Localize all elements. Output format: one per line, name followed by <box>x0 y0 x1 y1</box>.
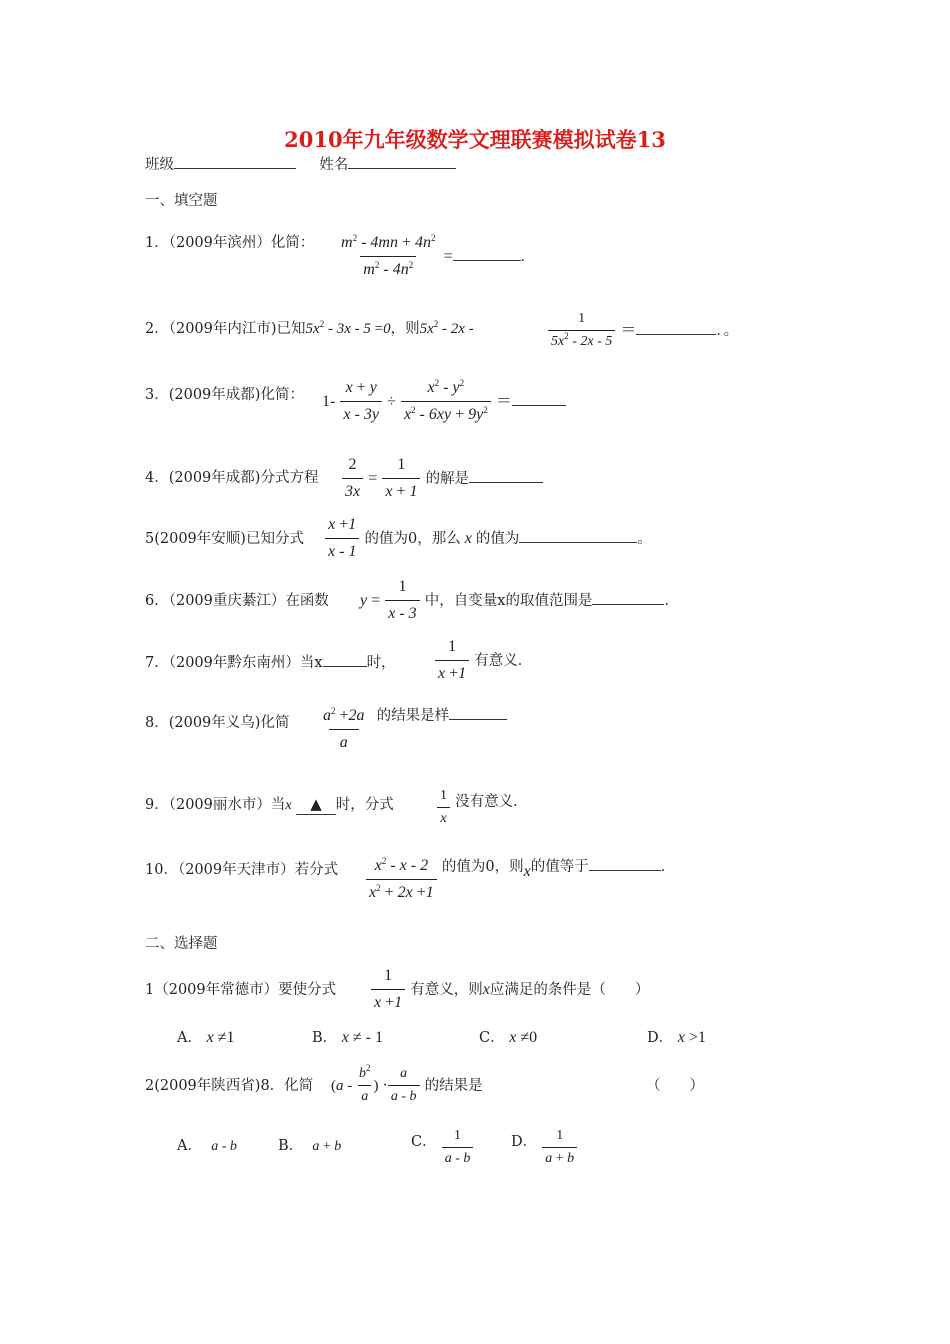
choice-q1-option-c[interactable]: C． x ≠0 <box>479 1029 538 1046</box>
fill-q9-expression: $\frac{1}{x}$ 没有意义． <box>437 788 528 827</box>
choice-q1-expression: $\frac{1}{x +1}$ 有意义，则x应满足的条件是（ ） <box>371 966 649 1013</box>
fill-q2-expression: $\frac{1}{5x^2 - 2x - 5}$ ＝ ．。 <box>548 311 738 350</box>
choice-q2-option-d[interactable]: D． $\frac{1}{a + b}$ <box>511 1128 577 1167</box>
name-blank[interactable] <box>348 154 456 169</box>
choice-q2-option-a[interactable]: A． a - b <box>177 1138 237 1154</box>
choice-question-1: 1（2009年常德市）要使分式 <box>145 982 337 998</box>
fill-q6-expression: y = $\frac{1}{x - 3}$ 中，自变量x的取值范围是 ． <box>360 578 679 622</box>
fill-q8-expression: $\frac{a^2 +2a}{a}$ 的结果是样 <box>316 706 507 753</box>
fill-question-6: 6．（2009重庆綦江）在函数 <box>145 593 329 609</box>
fill-q8-answer-blank[interactable] <box>449 705 507 720</box>
fill-q3-expression: 1- $\frac{x + y}{x - 3y}$ ÷ $\frac{x^2 - y^2}{x^2 - 6xy + 9y^2}$ ＝ <box>322 378 566 425</box>
page-title: 2010年九年级数学文理联赛模拟试卷13 <box>284 127 666 152</box>
section-fill-title: 一、填空题 <box>145 193 218 209</box>
choice-q2-option-c[interactable]: C． $\frac{1}{a - b}$ <box>411 1128 473 1167</box>
fill-q7-answer-blank[interactable] <box>323 652 367 667</box>
fill-question-10: 10．（2009年天津市）若分式 <box>145 862 339 878</box>
fill-q5-answer-blank[interactable] <box>519 528 637 543</box>
choice-q1-option-d[interactable]: D． x >1 <box>647 1029 706 1046</box>
fill-question-5: 5(2009年安顺)已知分式 <box>145 531 304 547</box>
fill-q9-answer-blank[interactable]: ▲ <box>296 795 336 815</box>
fill-question-2: 2．（2009年内江市)已知$5x^2 - 3x - 5 =0$，则$5x^2 - 2x$ - <box>145 319 474 337</box>
fill-q4-expression: $\frac{2}{3x}$ = $\frac{1}{x + 1}$ 的解是 <box>342 455 543 502</box>
fill-q2-answer-blank[interactable] <box>636 320 716 335</box>
choice-q2-expression: (a - $\frac{b^2}{a}$ ) · $\frac{a}{a - b}$ 的结果是 <box>331 1063 483 1104</box>
fill-q4-answer-blank[interactable] <box>469 468 543 483</box>
fill-q1-expression: $\frac{m^2 - 4mn + 4n^2}{m^2 - 4n^2}$ = ． <box>341 233 536 278</box>
fill-q10-expression: $\frac{x^2 - x - 2}{x^2 + 2x +1}$ 的值为0，则x的值等于 ． <box>366 856 675 903</box>
fill-q1-answer-blank[interactable] <box>453 246 521 261</box>
class-blank[interactable] <box>174 154 296 169</box>
choice-q2-option-b[interactable]: B． a + b <box>278 1138 342 1154</box>
fill-question-7: 7．（2009年黔东南州）当x 时， <box>145 652 396 672</box>
fill-question-1: 1．（2009年滨州）化简： <box>145 235 315 251</box>
fill-q10-answer-blank[interactable] <box>589 856 661 871</box>
fill-q5-expression: $\frac{x +1}{x - 1}$ 的值为0，那么 x 的值为 。 <box>325 515 652 562</box>
section-choice-title: 二、选择题 <box>145 936 218 952</box>
class-name-line <box>145 154 456 174</box>
choice-q1-option-a[interactable]: A． x ≠1 <box>177 1029 235 1046</box>
choice-question-2: 2(2009年陕西省)8．化简 <box>145 1078 314 1094</box>
fill-question-4: 4．(2009年成都)分式方程 <box>145 470 319 486</box>
class-label: 班级 <box>145 157 174 173</box>
fill-q3-answer-blank[interactable] <box>512 391 566 406</box>
fill-question-3: 3．(2009年成都)化简： <box>145 387 304 403</box>
fill-q7-expression: $\frac{1}{x +1}$ 有意义． <box>435 637 532 684</box>
fill-q6-answer-blank[interactable] <box>592 590 664 605</box>
name-label: 姓名 <box>319 157 349 173</box>
choice-q1-option-b[interactable]: B． x ≠ - 1 <box>312 1029 383 1046</box>
fill-question-8: 8．(2009年义乌)化简 <box>145 715 290 731</box>
fill-question-9: 9．（2009丽水市）当x ▲ 时，分式 <box>145 795 394 813</box>
choice-q2-answer-paren[interactable]: （ ） <box>646 1078 704 1094</box>
